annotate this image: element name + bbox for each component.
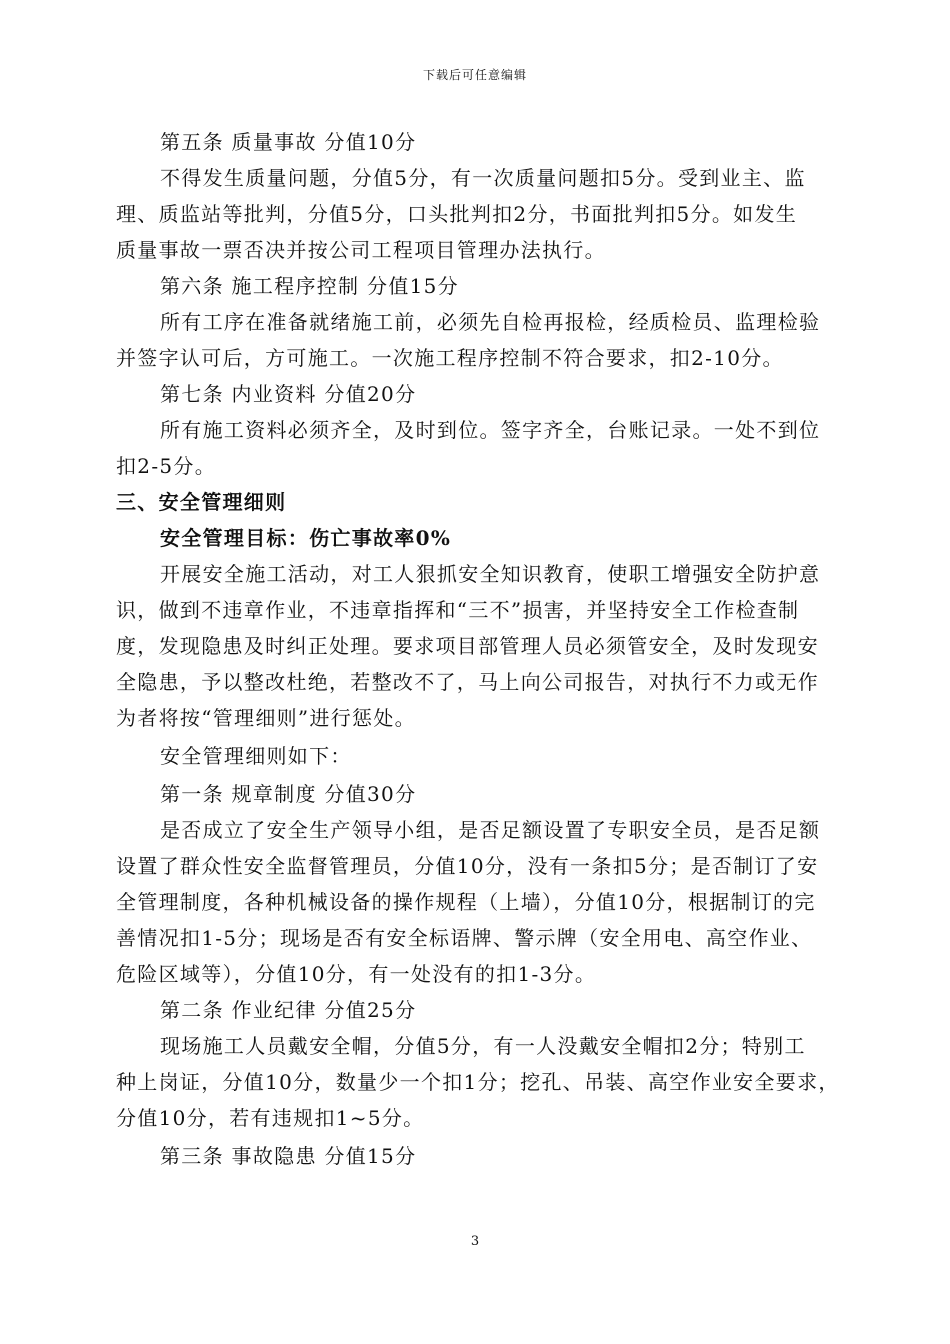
paragraph-line: 全隐患，予以整改杜绝，若整改不了，马上向公司报告，对执行不力或无作 bbox=[116, 670, 819, 694]
paragraph-line: 现场施工人员戴安全帽，分值5分，有一人没戴安全帽扣2分；特别工 bbox=[160, 1034, 806, 1058]
paragraph-line: 不得发生质量问题，分值5分，有一次质量问题扣5分。受到业主、监 bbox=[160, 166, 806, 190]
article-3-heading: 第三条 事故隐患 分值15分 bbox=[160, 1144, 417, 1168]
paragraph-line: 为者将按“管理细则”进行惩处。 bbox=[116, 706, 416, 730]
paragraph-line: 种上岗证，分值10分，数量少一个扣1分；挖孔、吊装、高空作业安全要求， bbox=[116, 1070, 840, 1094]
paragraph-line: 是否成立了安全生产领导小组，是否足额设置了专职安全员，是否足额 bbox=[160, 818, 821, 842]
paragraph-line: 善情况扣1-5分；现场是否有安全标语牌、警示牌（安全用电、高空作业、 bbox=[116, 926, 813, 950]
page-header: 下载后可任意编辑 bbox=[422, 68, 527, 82]
paragraph-line: 全管理制度，各种机械设备的操作规程（上墙），分值10分，根据制订的完 bbox=[116, 890, 816, 914]
article-7-heading: 第七条 内业资料 分值20分 bbox=[160, 382, 417, 406]
paragraph-line: 所有施工资料必须齐全，及时到位。签字齐全，台账记录。一处不到位 bbox=[160, 418, 821, 442]
paragraph-line: 理、质监站等批判，分值5分，口头批判扣2分，书面批判扣5分。如发生 bbox=[116, 202, 798, 226]
article-2-heading: 第二条 作业纪律 分值25分 bbox=[160, 998, 417, 1022]
paragraph-line: 危险区域等），分值10分，有一处没有的扣1-3分。 bbox=[116, 962, 597, 986]
paragraph-line: 分值10分，若有违规扣1~5分。 bbox=[116, 1106, 425, 1130]
paragraph-line: 设置了群众性安全监督管理员，分值10分，没有一条扣5分；是否制订了安 bbox=[116, 854, 819, 878]
paragraph-line: 并签字认可后，方可施工。一次施工程序控制不符合要求，扣2-10分。 bbox=[116, 346, 784, 370]
paragraph-line: 安全管理细则如下： bbox=[160, 744, 352, 768]
article-1-heading: 第一条 规章制度 分值30分 bbox=[160, 782, 417, 806]
section-heading: 三、安全管理细则 bbox=[116, 490, 287, 514]
paragraph-line: 质量事故一票否决并按公司工程项目管理办法执行。 bbox=[116, 238, 606, 262]
safety-goal: 安全管理目标：伤亡事故率0% bbox=[160, 526, 452, 550]
paragraph-line: 度，发现隐患及时纠正处理。要求项目部管理人员必须管安全，及时发现安 bbox=[116, 634, 819, 658]
article-6-heading: 第六条 施工程序控制 分值15分 bbox=[160, 274, 459, 298]
paragraph-line: 识，做到不违章作业，不违章指挥和“三不”损害，并坚持安全工作检查制 bbox=[116, 598, 800, 622]
article-5-heading: 第五条 质量事故 分值10分 bbox=[160, 130, 417, 154]
paragraph-line: 开展安全施工活动，对工人狠抓安全知识教育，使职工增强安全防护意 bbox=[160, 562, 821, 586]
paragraph-line: 扣2-5分。 bbox=[116, 454, 217, 478]
page-number: 3 bbox=[470, 1234, 480, 1249]
paragraph-line: 所有工序在准备就绪施工前，必须先自检再报检，经质检员、监理检验 bbox=[160, 310, 821, 334]
